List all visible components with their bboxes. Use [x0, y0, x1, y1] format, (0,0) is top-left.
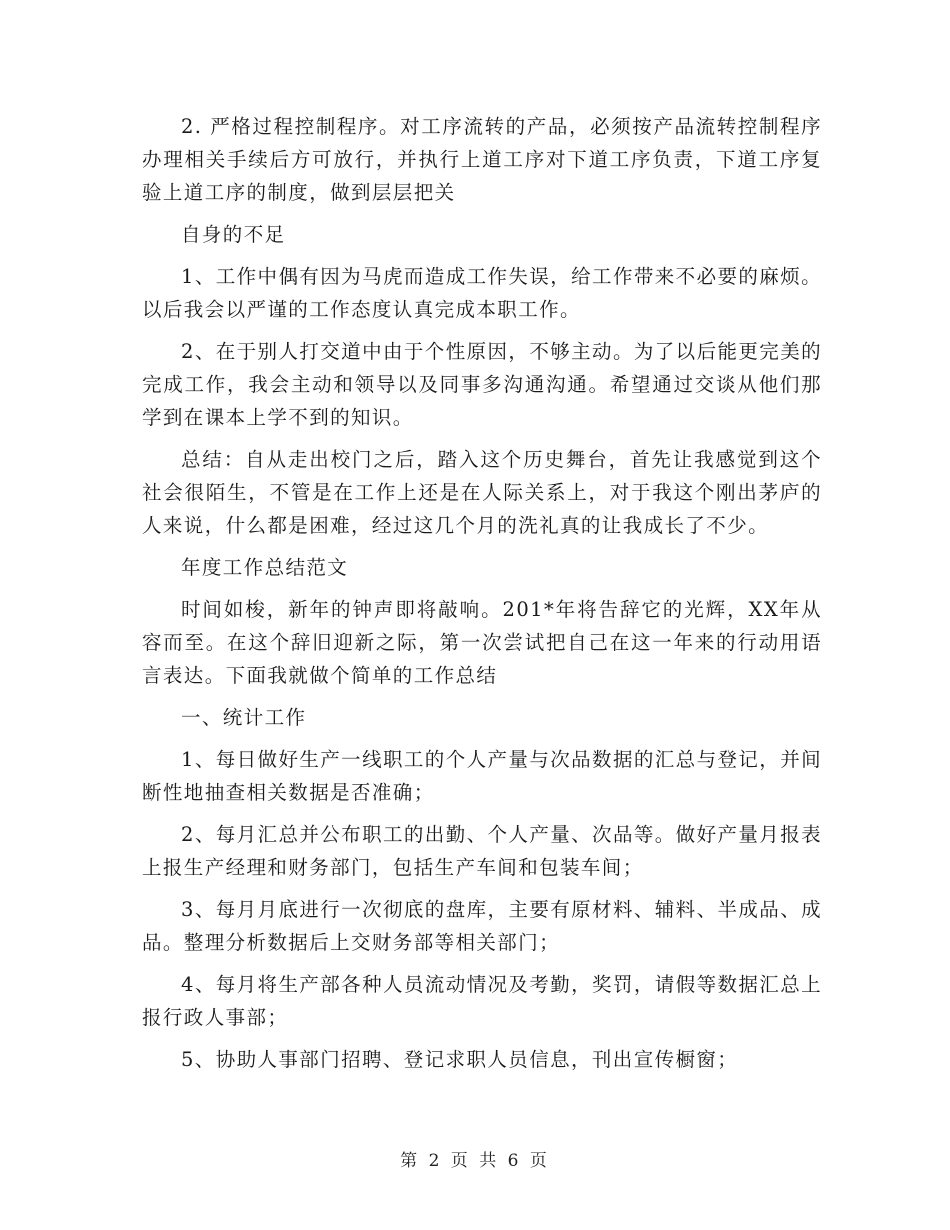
paragraph-process-control: 2. 严格过程控制程序。对工序流转的产品，必须按产品流转控制程序办理相关手续后方可放行，并执行上道工序对下道工序负责，下道工序复验上道工序的制度，做到层层把关 — [142, 115, 822, 204]
paragraph-summary: 总结：自从走出校门之后，踏入这个历史舞台，首先让我感觉到这个社会很陌生，不管是在工作上还是在人际关系上，对于我这个刚出茅庐的人来说，什么都是困难，经过这几个月的洗礼真的让我成长了不少。 — [142, 448, 822, 537]
page-number-footer: 第 2 页 共 6 页 — [400, 1151, 550, 1171]
section-heading-annual-summary: 年度工作总结范文 — [181, 556, 349, 579]
paragraph-stat-2: 2、每月汇总并公布职工的出勤、个人产量、次品等。做好产量月报表上报生产经理和财务部门，包括生产车间和包装车间； — [142, 823, 822, 879]
document-body — [142, 110, 822, 1085]
paragraph-stat-4: 4、每月将生产部各种人员流动情况及考勤，奖罚，请假等数据汇总上报行政人事部； — [142, 973, 822, 1029]
paragraph-shortcoming-1: 1、工作中偶有因为马虎而造成工作失误，给工作带来不必要的麻烦。以后我会以严谨的工作态度认真完成本职工作。 — [142, 265, 822, 321]
paragraph-stat-5: 5、协助人事部门招聘、登记求职人员信息，刊出宣传橱窗； — [181, 1048, 739, 1071]
paragraph-stat-3: 3、每月月底进行一次彻底的盘库，主要有原材料、辅料、半成品、成品。整理分析数据后上交财务部等相关部门； — [142, 898, 822, 954]
section-heading-shortcomings: 自身的不足 — [181, 223, 286, 246]
paragraph-intro: 时间如梭，新年的钟声即将敲响。201*年将告辞它的光辉，XX年从容而至。在这个辞旧迎新之际，第一次尝试把自己在这一年来的行动用语言表达。下面我就做个简单的工作总结 — [142, 598, 822, 687]
paragraph-shortcoming-2: 2、在于别人打交道中由于个性原因，不够主动。为了以后能更完美的完成工作，我会主动和领导以及同事多沟通沟通。希望通过交谈从他们那学到在课本上学不到的知识。 — [142, 340, 822, 429]
paragraph-stat-1: 1、每日做好生产一线职工的个人产量与次品数据的汇总与登记，并间断性地抽查相关数据是否准确； — [142, 748, 822, 804]
section-heading-statistics: 一、统计工作 — [181, 706, 307, 729]
